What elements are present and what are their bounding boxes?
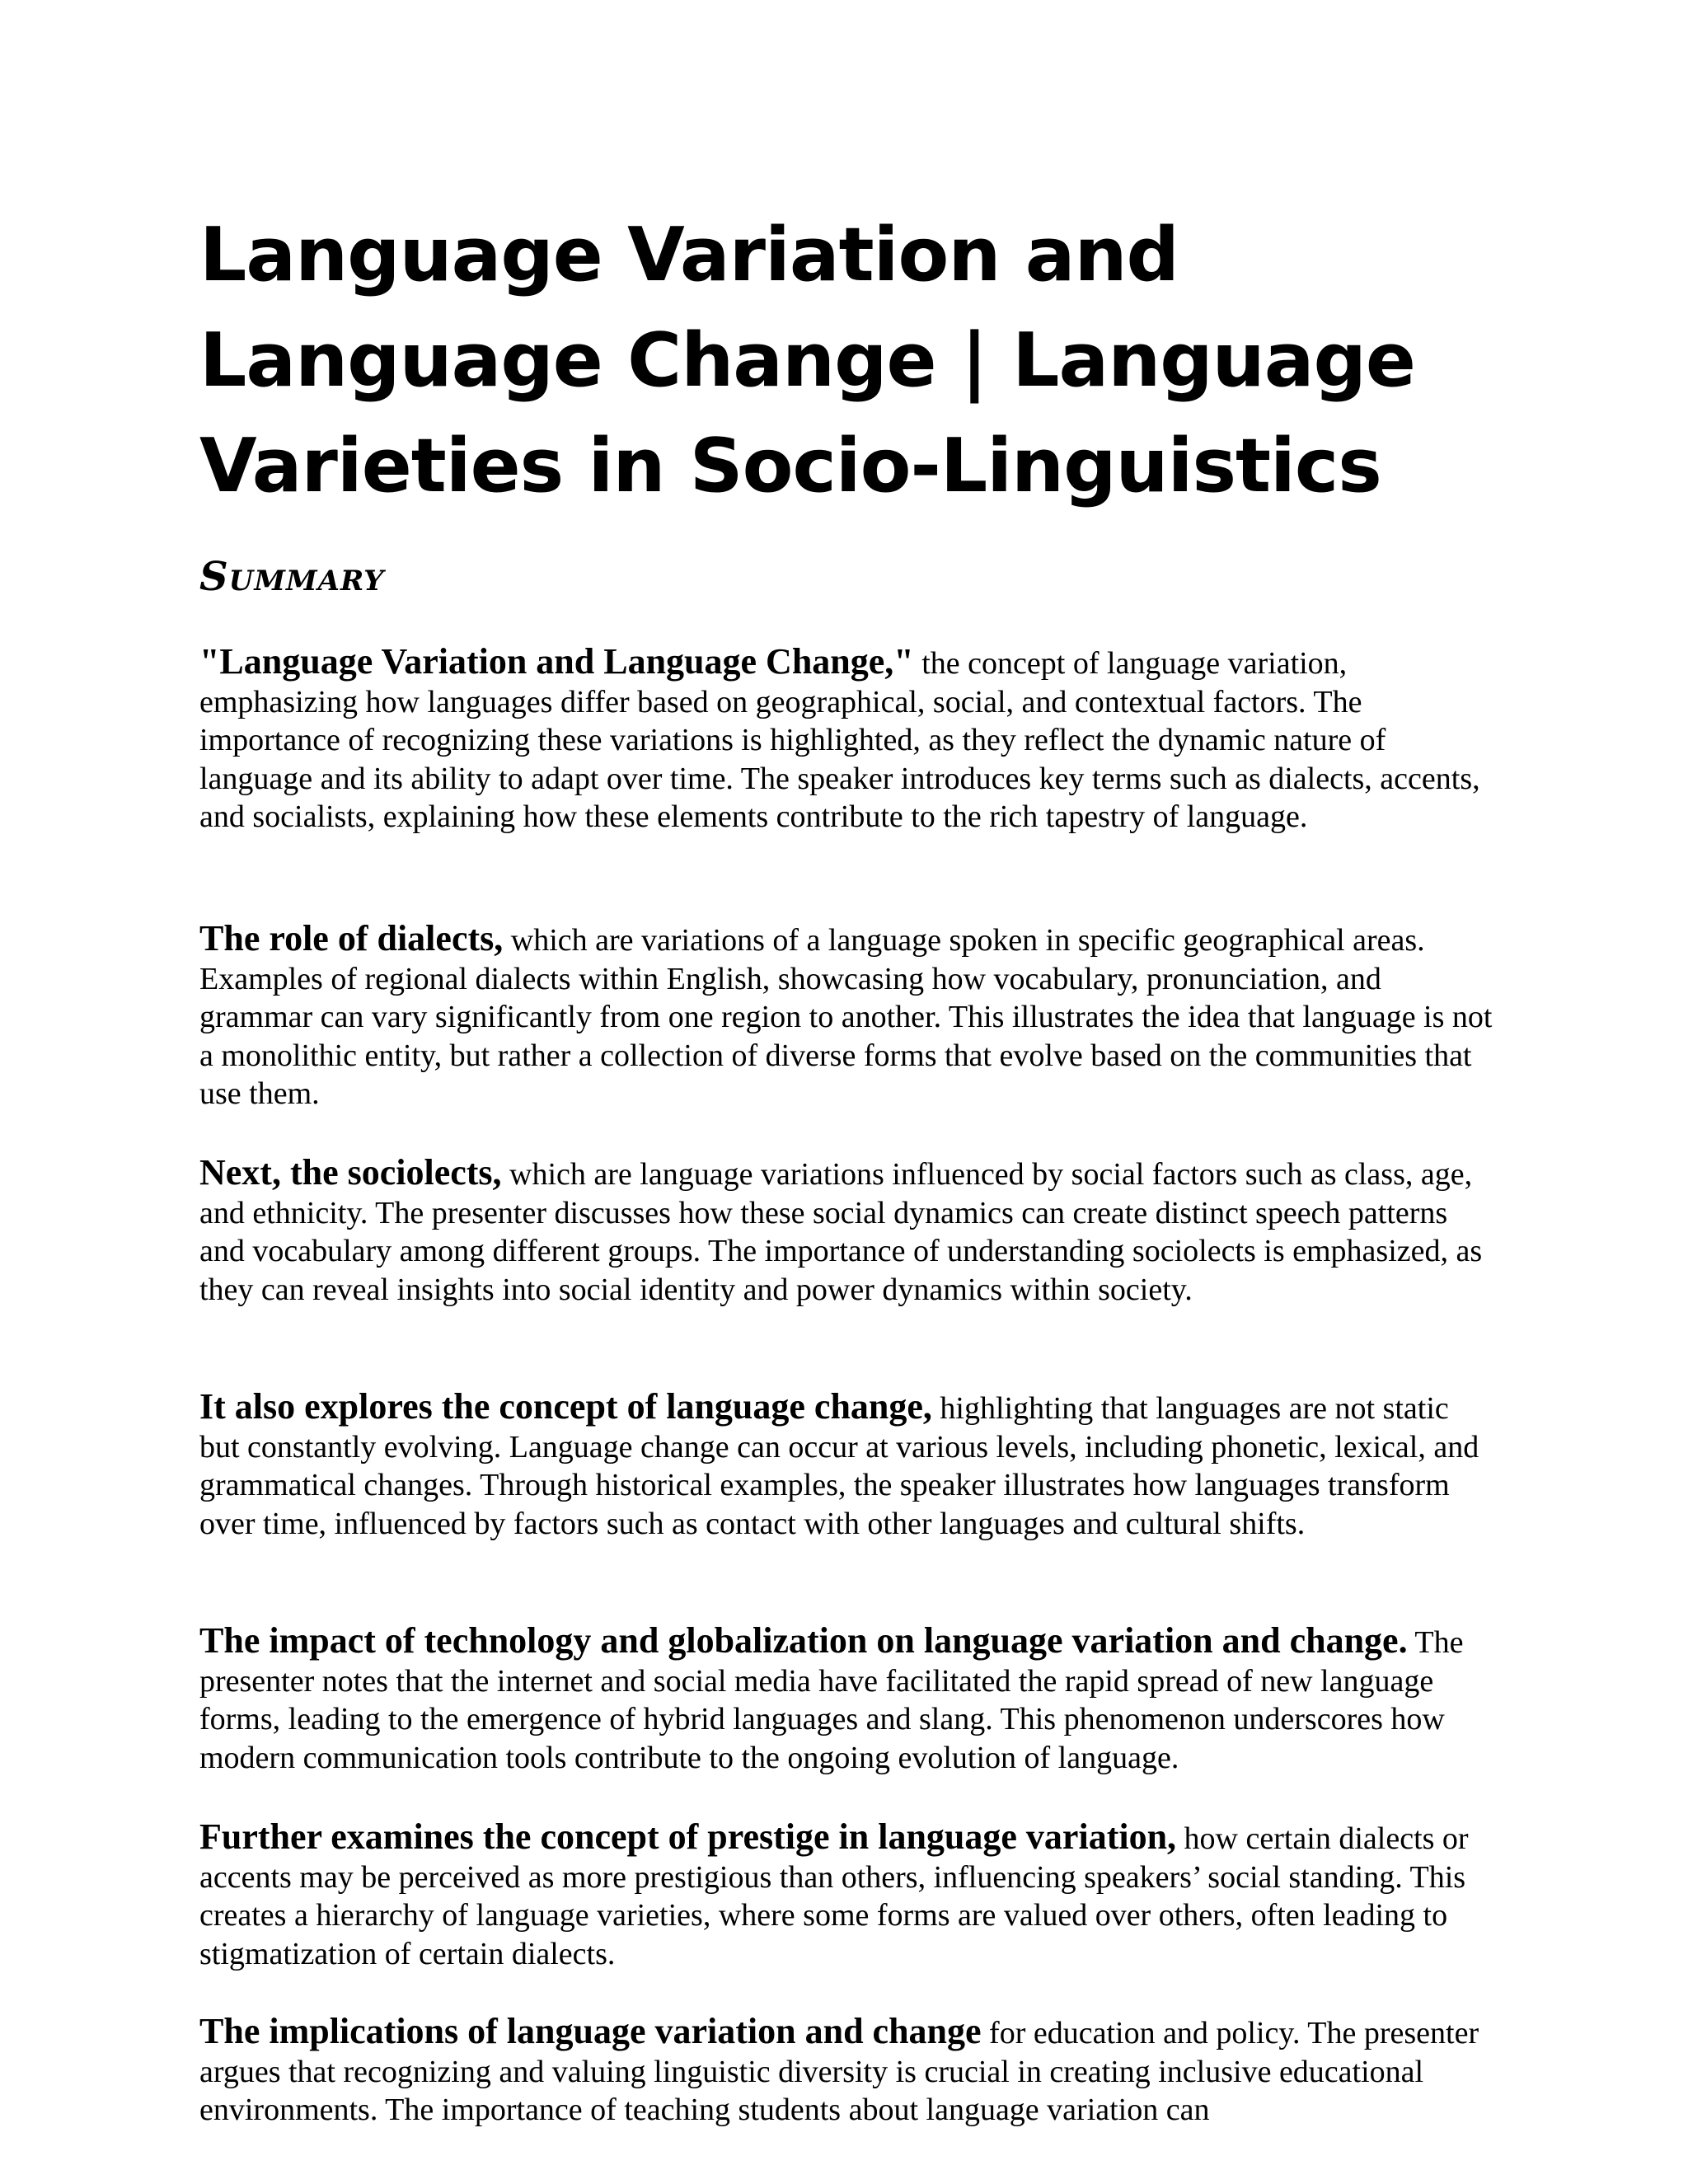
- paragraph-text: highlighting that languages are not static but constantly evolving. Language change can occur at various levels, including phonetic, lexical, and grammatical changes. Through historical examples, the speaker illustrates how languages transform over time, influenced by factors such as contact with other languages and cultural shifts.: [199, 1391, 1479, 1541]
- summary-paragraph: [199, 1388, 1493, 1543]
- summary-paragraph: [199, 1154, 1493, 1309]
- paragraph-text: for education and policy. The presenter argues that recognizing and valuing linguistic diversity is crucial in creating inclusive educational environments. The importance of teaching students about language variation can: [199, 2016, 1479, 2127]
- paragraph-lead: Further examines the concept of prestige in language variation,: [199, 1816, 1177, 1857]
- summary-paragraph: [199, 920, 1493, 1113]
- summary-paragraph: [199, 1818, 1493, 1973]
- paragraph-text: The presenter notes that the internet and social media have facilitated the rapid spread of new language forms, leading to the emergence of hybrid languages and slang. This phenomenon underscores how modern communication tools contribute to the ongoing evolution of language.: [199, 1625, 1464, 1775]
- paragraph-lead: "Language Variation and Language Change,": [199, 641, 914, 682]
- paragraph-lead: The implications of language variation and change: [199, 2011, 982, 2051]
- summary-paragraph: [199, 643, 1493, 837]
- paragraph-text: the concept of language variation, emphasizing how languages differ based on geographical, social, and contextual factors. The importance of recognizing these variations is highlighted, as they reflect the dynamic nature of language and its ability to adapt over time. The speaker introduces key terms such as dialects, accents, and socialists, explaining how these elements contribute to the rich tapestry of language.: [199, 646, 1480, 834]
- paragraph-lead: It also explores the concept of language change,: [199, 1386, 932, 1427]
- paragraph-text: which are language variations influenced by social factors such as class, age, and ethnicity. The presenter discusses how these social dynamics can create distinct speech patterns and vocabulary among different groups. The importance of understanding sociolects is emphasized, as they can reveal insights into social identity and power dynamics within society.: [199, 1157, 1483, 1307]
- page-title: Language Variation and Language Change | Language Varieties in Socio-Linguistics: [199, 212, 1415, 509]
- paragraph-lead: The role of dialects,: [199, 918, 504, 958]
- paragraph-text: how certain dialects or accents may be perceived as more prestigious than others, influencing speakers’ social standing. This creates a hierarchy of language varieties, where some forms are valued over others, often leading to stigmatization of certain dialects.: [199, 1821, 1469, 1971]
- paragraph-lead: The impact of technology and globalization on language variation and change.: [199, 1620, 1408, 1661]
- summary-paragraph: [199, 2013, 1493, 2130]
- summary-paragraph: [199, 1622, 1493, 1777]
- paragraph-text: which are variations of a language spoken in specific geographical areas. Examples of regional dialects within English, showcasing how vocabulary, pronunciation, and grammar can vary significantly from one region to another. This illustrates the idea that language is not a monolithic entity, but rather a collection of diverse forms that evolve based on the communities that use them.: [199, 923, 1493, 1111]
- summary-heading: Summary: [199, 554, 385, 600]
- paragraph-lead: Next, the sociolects,: [199, 1152, 502, 1193]
